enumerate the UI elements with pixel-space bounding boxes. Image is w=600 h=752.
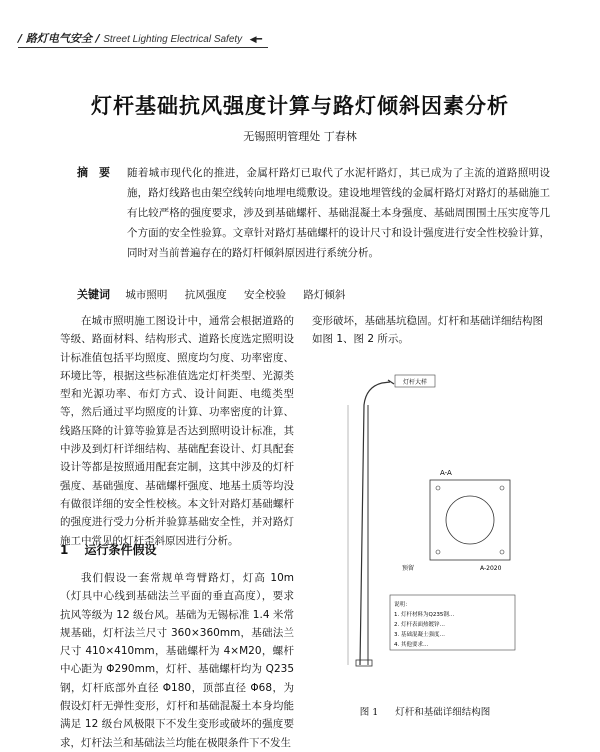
bolt-circle bbox=[446, 496, 494, 544]
keyword: 抗风强度 bbox=[184, 289, 227, 301]
keyword: 城市照明 bbox=[125, 289, 168, 301]
article-title: 灯杆基础抗风强度计算与路灯倾斜因素分析 bbox=[91, 94, 509, 118]
abstract bbox=[77, 163, 550, 263]
label-section: A-A bbox=[440, 469, 452, 477]
authors: 无锡照明管理处 丁春林 bbox=[243, 130, 357, 143]
bolt-hole bbox=[500, 550, 504, 554]
bolt-hole bbox=[500, 486, 504, 490]
abstract-text: 随着城市现代化的推进，金属杆路灯已取代了水泥杆路灯，其已成为了主流的道路照明设施，路灯线路也由架空线转向地埋电缆敷设。建设地埋管线的金属杆路灯对路灯的基础施工有比较严格的强度要求，涉及到基础螺杆、基础混凝土本身强度、基础周围围土压实度等几个方面的安全性验算。文章针对路灯基础螺杆的设计尺寸和设计强度进行安全性校验计算，同时对当前普遍存在的路灯杆倾斜原因进行系统分析。 bbox=[127, 167, 550, 259]
label-dim: A-2020 bbox=[480, 565, 502, 572]
section-title: 运行条件假设 bbox=[84, 543, 157, 557]
bolt-hole bbox=[436, 486, 440, 490]
figure-1 bbox=[330, 365, 555, 685]
keywords-label: 关键词 bbox=[77, 288, 110, 301]
label-top: 灯杆大样 bbox=[402, 379, 428, 386]
header-rule bbox=[18, 47, 268, 48]
arrow-icon: ◀━ bbox=[249, 35, 263, 45]
label-base: 预留 bbox=[402, 565, 415, 572]
body-left-column-2 bbox=[60, 569, 294, 752]
note-line: 2. 灯杆表面热镀锌… bbox=[394, 622, 445, 628]
abstract-label: 摘 要 bbox=[77, 166, 110, 179]
pole-diagram bbox=[330, 365, 555, 685]
keyword: 路灯倾斜 bbox=[303, 289, 346, 301]
bolt-hole bbox=[436, 550, 440, 554]
section-heading bbox=[60, 541, 157, 558]
body-paragraph: 在城市照明施工图设计中，通常会根据道路的等级、路面材料、结构形式、道路长度选定照明设计标准值包括平均照度、照度均匀度、功率密度、环境比等，根据这些标准值选定灯杆类型、光源类型和光源功率、布灯方式、设计间距、电缆类型等，然后通过平均照度的计算、功率密度的计算、线路压降的计算等验算是否达到照明设计标准，其中涉及到灯杆详细结构、基础配套设计、灯具配套设计等都是按照通用配套定制，这其中涉及的灯杆强度、基础强度、基础螺杆强度、地基土质等均没有做很详细的安全性校核。本文针对路灯基础螺杆的强度进行受力分析并验算基础安全性，并对路灯施工中常见的灯杆歪斜原因进行分析。 bbox=[60, 315, 294, 547]
column-name: / 路灯电气安全 / bbox=[18, 32, 100, 45]
note-line: 3. 基础混凝土强度… bbox=[394, 632, 445, 638]
keywords bbox=[77, 286, 547, 302]
journal-header bbox=[18, 30, 262, 46]
note-line: 4. 其他要求… bbox=[394, 642, 429, 648]
body-right-column bbox=[312, 312, 552, 349]
figure-caption-text: 灯杆和基础详细结构图 bbox=[395, 707, 491, 718]
body-left-column bbox=[60, 312, 294, 550]
base-plate bbox=[430, 480, 510, 560]
body-paragraph: 变形破坏，基础基坑稳固。灯杆和基础详细结构图如图 1、图 2 所示。 bbox=[312, 315, 543, 346]
keyword: 安全校验 bbox=[244, 289, 287, 301]
body-paragraph: 我们假设一套常规单弯臂路灯，灯高 10m（灯具中心线到基础法兰平面的垂直高度），要求抗风等级为 12 级台风。基础为无锡标准 1.4 米常规基础，灯杆法兰尺寸 360×360mm，基础法兰尺寸 410×410mm，基础螺杆为 4×M20，螺杆中心距为 Φ290mm，灯杆、基础螺杆均为 Q235 钢，灯杆底部外直径 Φ180，顶部直径 Φ68，为假设灯杆无弹性变形，灯杆和基础混凝土本身均能满足 12 级台风极限下不发生变形或破坏的强度要求，灯杆法兰和基础法兰均能在极限条件下不发生 bbox=[60, 572, 294, 749]
column-name-en: Street Lighting Electrical Safety bbox=[103, 34, 243, 45]
pole-base bbox=[356, 660, 372, 666]
figure-number: 图 1 bbox=[359, 707, 379, 718]
section-number: 1 bbox=[60, 543, 69, 557]
note-line: 1. 灯杆材料为Q235钢… bbox=[394, 612, 455, 618]
note-line: 说明： bbox=[394, 602, 411, 608]
pole-arm bbox=[360, 382, 390, 665]
figure-caption bbox=[312, 704, 552, 718]
